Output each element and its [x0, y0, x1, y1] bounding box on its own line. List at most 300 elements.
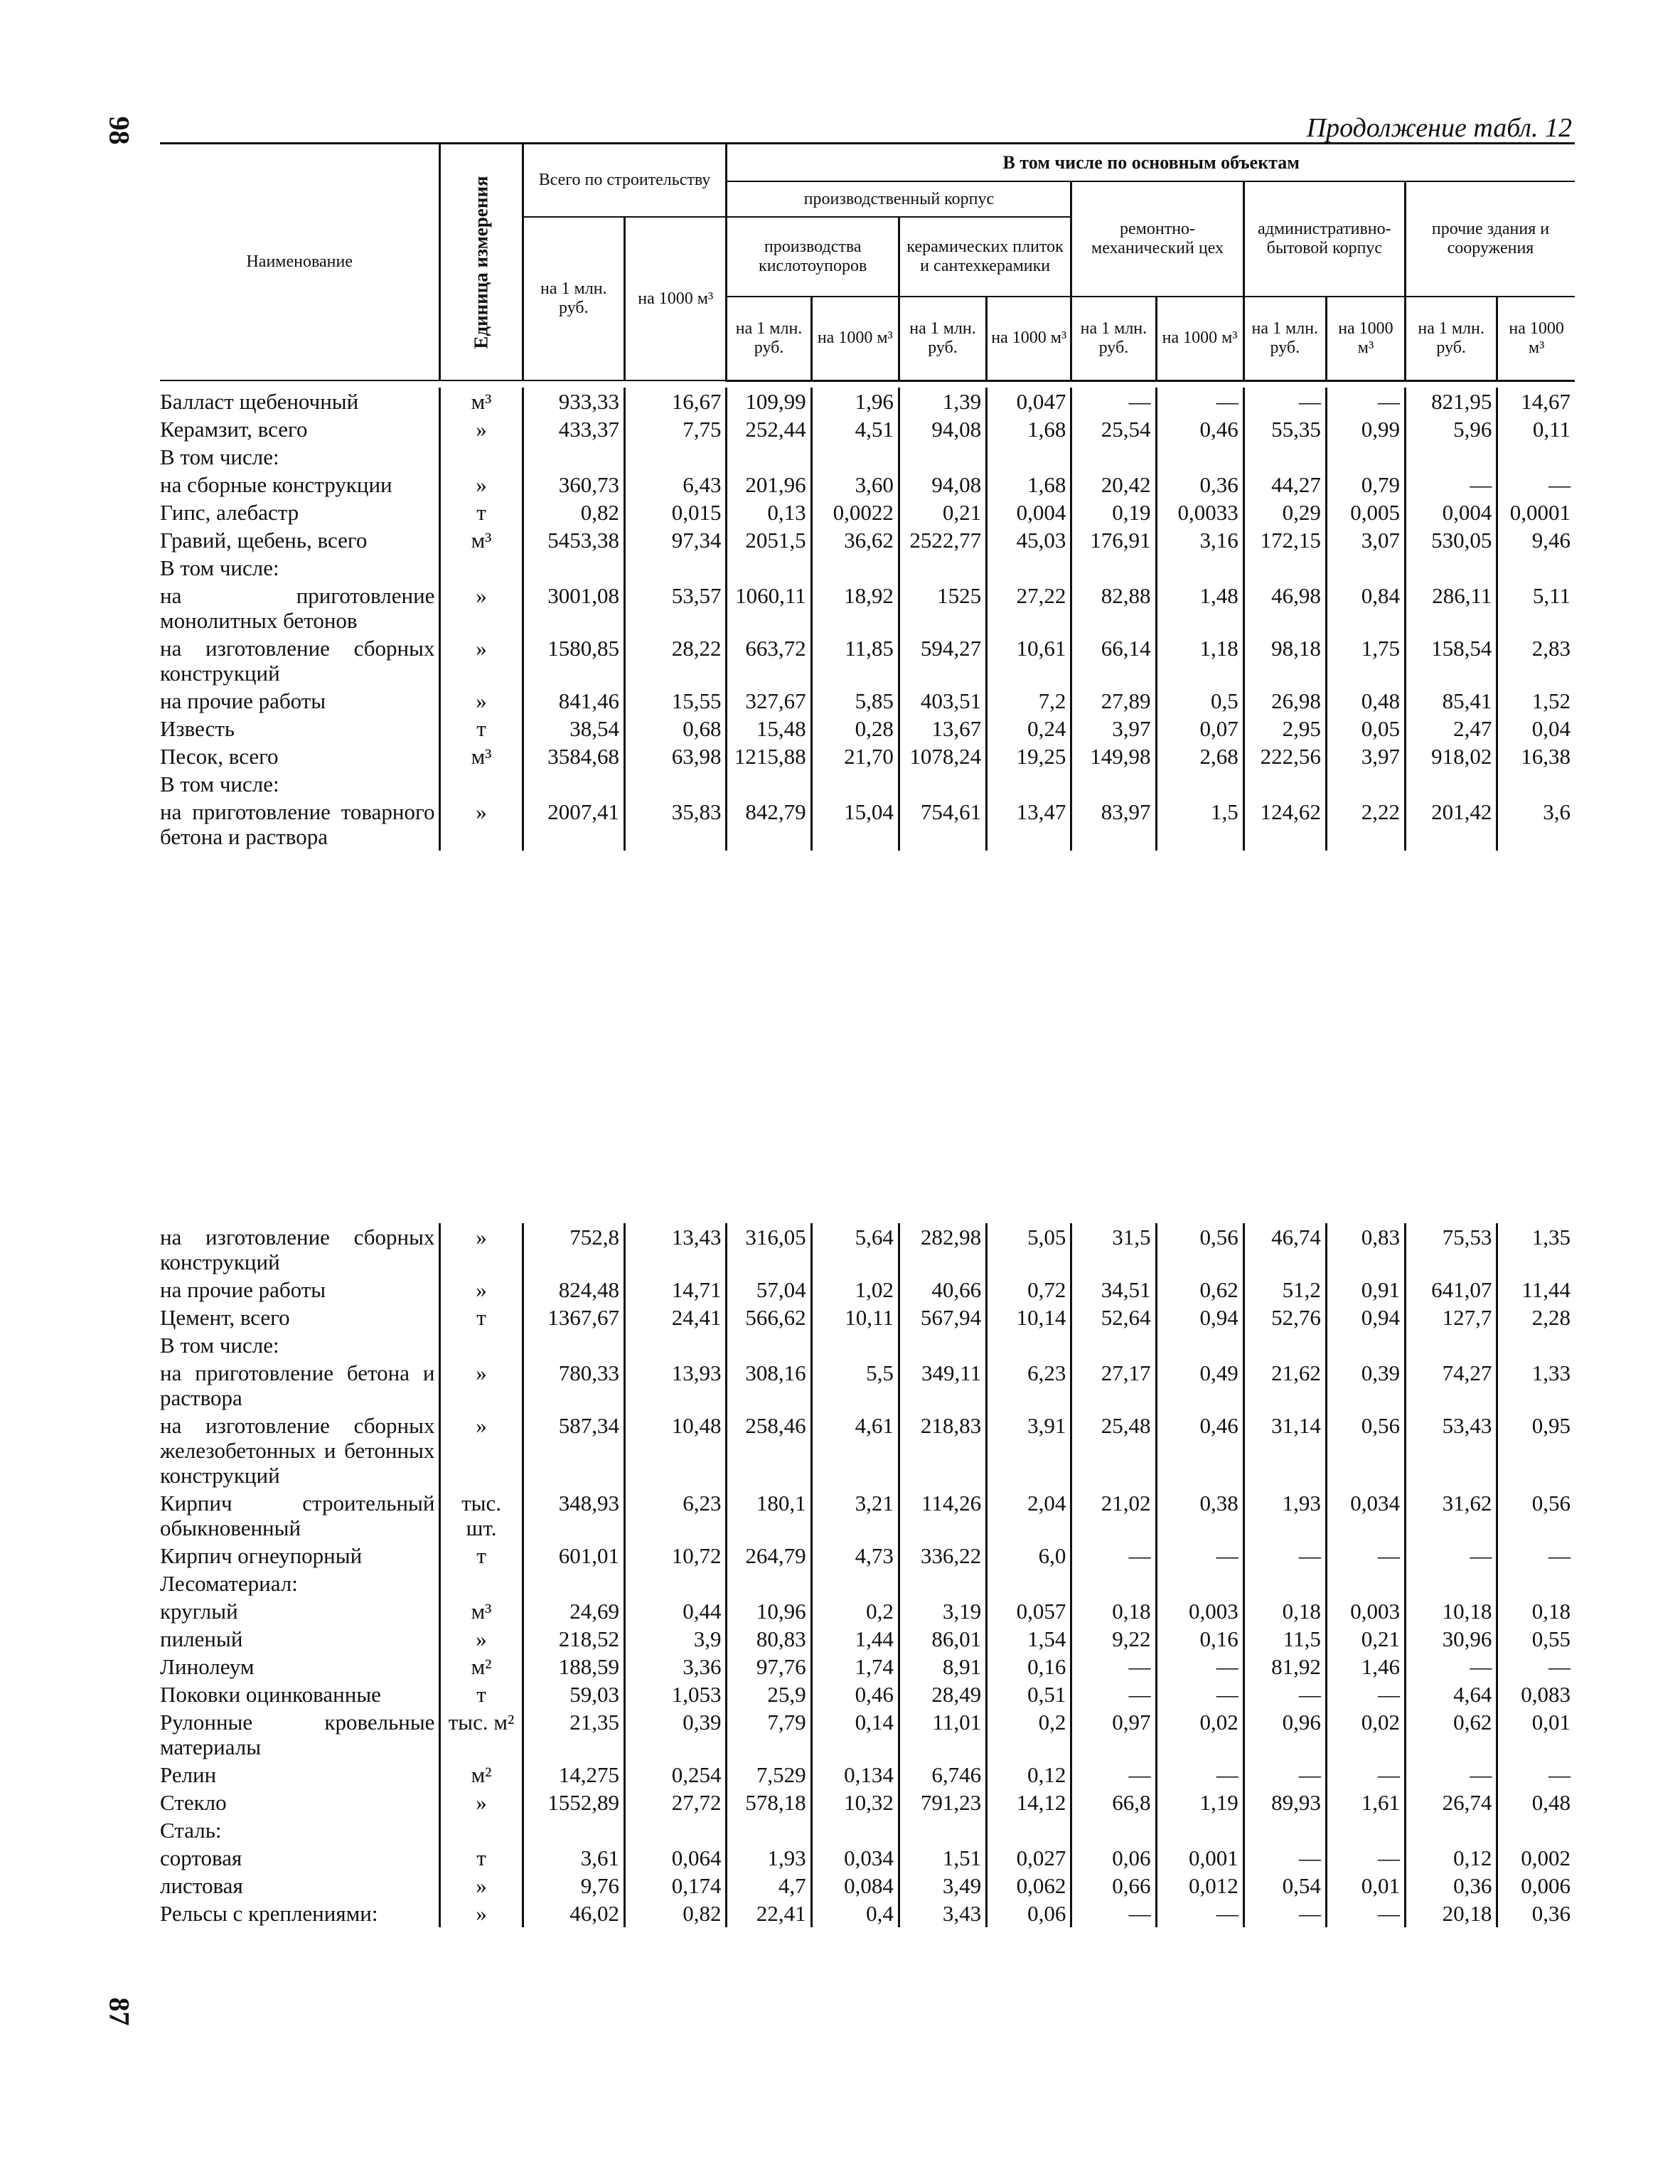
- row-value: 75,53: [1406, 1223, 1497, 1276]
- header-other-per-mln: на 1 млн. руб.: [1406, 297, 1497, 380]
- table-row: [160, 742, 1575, 770]
- row-value: 433,37: [523, 415, 624, 443]
- table-row: [160, 1331, 1575, 1359]
- row-value: 0,04: [1497, 715, 1575, 742]
- row-value: 13,93: [625, 1359, 727, 1412]
- row-value: 19,25: [987, 742, 1071, 770]
- row-value: 0,062: [987, 1872, 1071, 1900]
- row-value: [727, 770, 811, 798]
- row-value: 594,27: [899, 634, 986, 687]
- row-value: 0,012: [1156, 1872, 1243, 1900]
- row-value: [1156, 1816, 1243, 1844]
- row-value: 7,75: [625, 415, 727, 443]
- header-name: Наименование: [160, 144, 440, 380]
- row-value: [1071, 443, 1156, 471]
- table-row: [160, 1412, 1575, 1489]
- row-value: 0,006: [1497, 1872, 1575, 1900]
- row-value: —: [1243, 388, 1326, 415]
- row-name: Песок, всего: [160, 744, 279, 769]
- row-value: 0,005: [1326, 499, 1405, 526]
- table-row: [160, 1789, 1575, 1816]
- row-value: 3,43: [899, 1900, 986, 1927]
- row-value: [727, 443, 811, 471]
- row-unit: т: [440, 1542, 523, 1570]
- row-unit: [440, 770, 523, 798]
- row-value: 5453,38: [523, 526, 624, 554]
- table-row: [160, 415, 1575, 443]
- row-value: 14,275: [523, 1761, 624, 1789]
- row-value: [987, 1331, 1071, 1359]
- table-row: [160, 1223, 1575, 1276]
- row-value: 11,5: [1243, 1625, 1326, 1653]
- row-value: 11,44: [1497, 1276, 1575, 1304]
- row-value: 4,61: [811, 1412, 899, 1489]
- row-value: [727, 1331, 811, 1359]
- row-value: 601,01: [523, 1542, 624, 1570]
- row-value: 0,84: [1326, 582, 1405, 634]
- row-value: [727, 1816, 811, 1844]
- table-row: [160, 1844, 1575, 1872]
- row-value: 0,39: [625, 1708, 727, 1761]
- table-row: [160, 687, 1575, 715]
- table-row: [160, 1625, 1575, 1653]
- row-value: [1156, 770, 1243, 798]
- row-value: 0,21: [899, 499, 986, 526]
- row-name: Кирпич огнеупорный: [160, 1543, 363, 1568]
- row-value: 3,07: [1326, 526, 1405, 554]
- table-row: [160, 770, 1575, 798]
- row-value: [523, 770, 624, 798]
- row-value: [811, 1816, 899, 1844]
- row-value: 0,027: [987, 1844, 1071, 1872]
- row-value: 258,46: [727, 1412, 811, 1489]
- row-value: 4,64: [1406, 1680, 1497, 1708]
- row-value: 1,74: [811, 1653, 899, 1680]
- row-value: 97,34: [625, 526, 727, 554]
- row-name: на изготовление сборных конструкций: [160, 1225, 435, 1274]
- row-value: 336,22: [899, 1542, 986, 1570]
- row-value: [811, 443, 899, 471]
- row-value: 0,06: [1071, 1844, 1156, 1872]
- row-unit: т: [440, 1304, 523, 1331]
- row-value: [1497, 1331, 1575, 1359]
- row-name: сортовая: [160, 1845, 242, 1870]
- row-unit: м³: [440, 1597, 523, 1625]
- row-value: 0,034: [811, 1844, 899, 1872]
- row-value: 10,32: [811, 1789, 899, 1816]
- row-value: 10,14: [987, 1304, 1071, 1331]
- table-row: [160, 1489, 1575, 1542]
- row-value: 26,74: [1406, 1789, 1497, 1816]
- header-total-per-1000: на 1000 м³: [625, 217, 727, 380]
- row-value: —: [1326, 388, 1405, 415]
- header-acid: производства кислотоупоров: [727, 217, 899, 297]
- row-value: 46,98: [1243, 582, 1326, 634]
- row-value: 0,13: [727, 499, 811, 526]
- row-value: 13,47: [987, 798, 1071, 851]
- row-value: 21,35: [523, 1708, 624, 1761]
- row-value: 0,06: [987, 1900, 1071, 1927]
- row-value: 578,18: [727, 1789, 811, 1816]
- row-value: 1,75: [1326, 634, 1405, 687]
- row-value: [727, 1570, 811, 1597]
- row-unit: [440, 554, 523, 582]
- row-value: 222,56: [1243, 742, 1326, 770]
- row-value: 34,51: [1071, 1276, 1156, 1304]
- row-value: 1552,89: [523, 1789, 624, 1816]
- header-unit-text: Единица измерения: [470, 175, 492, 349]
- row-value: [1497, 443, 1575, 471]
- row-value: 66,14: [1071, 634, 1156, 687]
- row-value: 9,46: [1497, 526, 1575, 554]
- row-value: [1406, 770, 1497, 798]
- row-name: на приготовление товарного бетона и раствора: [160, 799, 435, 849]
- row-value: 0,01: [1497, 1708, 1575, 1761]
- header-admin-per-mln: на 1 млн. руб.: [1243, 297, 1326, 380]
- row-unit: [440, 1570, 523, 1597]
- row-value: 0,49: [1156, 1359, 1243, 1412]
- row-value: [1406, 1331, 1497, 1359]
- row-value: 25,9: [727, 1680, 811, 1708]
- header-repair-per-1000: на 1000 м³: [1156, 297, 1243, 380]
- table-row: [160, 1653, 1575, 1680]
- row-value: 933,33: [523, 388, 624, 415]
- header-other: прочие здания и сооружения: [1406, 181, 1575, 297]
- row-value: 201,96: [727, 471, 811, 499]
- row-value: 1060,11: [727, 582, 811, 634]
- row-value: 0,034: [1326, 1489, 1405, 1542]
- header-unit: [440, 144, 523, 380]
- row-name: Релин: [160, 1762, 217, 1787]
- row-value: 59,03: [523, 1680, 624, 1708]
- row-value: 1,46: [1326, 1653, 1405, 1680]
- row-value: 0,002: [1497, 1844, 1575, 1872]
- row-value: 6,43: [625, 471, 727, 499]
- row-value: 10,11: [811, 1304, 899, 1331]
- row-name: Гипс, алебастр: [160, 500, 299, 525]
- header-repair: ремонтно-механический цех: [1071, 181, 1243, 297]
- row-name: Сталь:: [160, 1818, 222, 1843]
- row-value: [1156, 1570, 1243, 1597]
- row-value: [1497, 770, 1575, 798]
- header-main-objects: В том числе по основным объектам: [727, 144, 1575, 181]
- row-value: 0,004: [1406, 499, 1497, 526]
- row-value: —: [1243, 1680, 1326, 1708]
- row-value: [1243, 554, 1326, 582]
- row-value: 21,70: [811, 742, 899, 770]
- row-value: 0,79: [1326, 471, 1405, 499]
- row-value: 308,16: [727, 1359, 811, 1412]
- row-value: 27,17: [1071, 1359, 1156, 1412]
- table-header: [160, 144, 1575, 382]
- row-value: —: [1243, 1761, 1326, 1789]
- row-value: [1071, 1570, 1156, 1597]
- row-value: 3,49: [899, 1872, 986, 1900]
- row-value: 824,48: [523, 1276, 624, 1304]
- row-value: 0,56: [1497, 1489, 1575, 1542]
- row-unit: м²: [440, 1653, 523, 1680]
- row-value: 6,23: [625, 1489, 727, 1542]
- row-value: 1,33: [1497, 1359, 1575, 1412]
- row-value: —: [1156, 1542, 1243, 1570]
- row-value: 44,27: [1243, 471, 1326, 499]
- row-value: 0,56: [1326, 1412, 1405, 1489]
- row-value: —: [1326, 1900, 1405, 1927]
- row-value: 1078,24: [899, 742, 986, 770]
- row-value: [727, 554, 811, 582]
- row-value: 2,83: [1497, 634, 1575, 687]
- row-unit: т: [440, 1844, 523, 1872]
- row-value: [811, 1570, 899, 1597]
- header-admin-per-1000: на 1000 м³: [1326, 297, 1405, 380]
- row-value: 15,04: [811, 798, 899, 851]
- row-value: 663,72: [727, 634, 811, 687]
- row-name: В том числе:: [160, 444, 279, 469]
- row-value: 20,18: [1406, 1900, 1497, 1927]
- row-value: 0,02: [1326, 1708, 1405, 1761]
- row-name: Лесоматериал:: [160, 1571, 298, 1596]
- row-value: 52,76: [1243, 1304, 1326, 1331]
- row-value: 0,18: [1243, 1597, 1326, 1625]
- row-name: на прочие работы: [160, 688, 326, 713]
- row-value: 85,41: [1406, 687, 1497, 715]
- row-value: 0,064: [625, 1844, 727, 1872]
- row-value: 0,02: [1156, 1708, 1243, 1761]
- row-value: —: [1156, 388, 1243, 415]
- row-name: на изготовление сборных железобетонных и бетонных конструкций: [160, 1413, 435, 1488]
- row-value: 14,12: [987, 1789, 1071, 1816]
- header-admin: административно-бытовой корпус: [1243, 181, 1405, 297]
- row-value: —: [1071, 1653, 1156, 1680]
- row-value: 0,0001: [1497, 499, 1575, 526]
- row-value: 0,01: [1326, 1872, 1405, 1900]
- row-value: 5,11: [1497, 582, 1575, 634]
- row-value: 180,1: [727, 1489, 811, 1542]
- row-value: 0,99: [1326, 415, 1405, 443]
- row-value: 0,18: [1071, 1597, 1156, 1625]
- row-value: 0,003: [1326, 1597, 1405, 1625]
- row-value: 10,61: [987, 634, 1071, 687]
- row-value: —: [1406, 1542, 1497, 1570]
- row-value: 201,42: [1406, 798, 1497, 851]
- row-value: 28,49: [899, 1680, 986, 1708]
- row-value: 3584,68: [523, 742, 624, 770]
- row-value: 0,46: [1156, 1412, 1243, 1489]
- row-value: 0,0033: [1156, 499, 1243, 526]
- row-value: 1,19: [1156, 1789, 1243, 1816]
- row-name: Поковки оцинкованные: [160, 1682, 381, 1707]
- row-unit: м²: [440, 1761, 523, 1789]
- row-value: 0,18: [1497, 1597, 1575, 1625]
- table-row: [160, 1900, 1575, 1927]
- row-value: 94,08: [899, 415, 986, 443]
- row-value: 5,64: [811, 1223, 899, 1276]
- row-value: 0,084: [811, 1872, 899, 1900]
- row-value: 2007,41: [523, 798, 624, 851]
- row-value: 10,72: [625, 1542, 727, 1570]
- row-unit: »: [440, 471, 523, 499]
- row-value: 14,67: [1497, 388, 1575, 415]
- table-row: [160, 1304, 1575, 1331]
- row-value: 3,9: [625, 1625, 727, 1653]
- row-name: В том числе:: [160, 1333, 279, 1358]
- row-value: 46,74: [1243, 1223, 1326, 1276]
- row-value: 3,36: [625, 1653, 727, 1680]
- row-value: 6,0: [987, 1542, 1071, 1570]
- row-unit: »: [440, 1359, 523, 1412]
- row-value: 0,36: [1156, 471, 1243, 499]
- row-value: —: [1406, 471, 1497, 499]
- row-value: 0,003: [1156, 1597, 1243, 1625]
- row-value: 0,62: [1406, 1708, 1497, 1761]
- row-value: 218,52: [523, 1625, 624, 1653]
- row-value: 3,91: [987, 1412, 1071, 1489]
- table-body-top: [160, 388, 1575, 851]
- row-value: 1,35: [1497, 1223, 1575, 1276]
- row-value: 158,54: [1406, 634, 1497, 687]
- row-name: Линолеум: [160, 1654, 255, 1679]
- row-value: 0,047: [987, 388, 1071, 415]
- row-value: 0,174: [625, 1872, 727, 1900]
- row-value: 51,2: [1243, 1276, 1326, 1304]
- header-ceramic-per-1000: на 1000 м³: [987, 297, 1071, 380]
- row-unit: »: [440, 798, 523, 851]
- row-unit: »: [440, 1412, 523, 1489]
- row-value: [899, 554, 986, 582]
- header-prod-building: производственный корпус: [727, 181, 1071, 217]
- header-repair-per-mln: на 1 млн. руб.: [1071, 297, 1156, 380]
- row-value: 0,05: [1326, 715, 1405, 742]
- row-value: 5,85: [811, 687, 899, 715]
- row-value: 0,83: [1326, 1223, 1405, 1276]
- table-row: [160, 1816, 1575, 1844]
- row-value: 4,73: [811, 1542, 899, 1570]
- row-value: [1243, 1331, 1326, 1359]
- row-value: 0,72: [987, 1276, 1071, 1304]
- row-value: 2,04: [987, 1489, 1071, 1542]
- row-value: 0,48: [1326, 687, 1405, 715]
- row-unit: »: [440, 415, 523, 443]
- row-value: 0,97: [1071, 1708, 1156, 1761]
- row-unit: »: [440, 1900, 523, 1927]
- row-value: 97,76: [727, 1653, 811, 1680]
- row-value: 25,48: [1071, 1412, 1156, 1489]
- row-value: 780,33: [523, 1359, 624, 1412]
- row-value: 7,2: [987, 687, 1071, 715]
- row-value: 0,62: [1156, 1276, 1243, 1304]
- row-value: [1243, 770, 1326, 798]
- row-value: 0,057: [987, 1597, 1071, 1625]
- row-value: 24,69: [523, 1597, 624, 1625]
- row-value: 4,51: [811, 415, 899, 443]
- row-value: 0,4: [811, 1900, 899, 1927]
- table-row: [160, 443, 1575, 471]
- header-ceramic-per-mln: на 1 млн. руб.: [899, 297, 986, 380]
- row-value: —: [1071, 1761, 1156, 1789]
- row-value: 842,79: [727, 798, 811, 851]
- row-value: [625, 1331, 727, 1359]
- row-value: 81,92: [1243, 1653, 1326, 1680]
- row-name: Балласт щебеночный: [160, 389, 359, 414]
- row-value: —: [1071, 1680, 1156, 1708]
- row-value: 1,51: [899, 1844, 986, 1872]
- row-value: 13,67: [899, 715, 986, 742]
- row-value: 14,71: [625, 1276, 727, 1304]
- row-value: [1156, 443, 1243, 471]
- row-value: 1,44: [811, 1625, 899, 1653]
- row-value: [987, 1816, 1071, 1844]
- row-unit: т: [440, 715, 523, 742]
- row-value: [899, 1570, 986, 1597]
- row-name: В том числе:: [160, 772, 279, 797]
- row-unit: тыс. м²: [440, 1708, 523, 1761]
- row-value: [811, 554, 899, 582]
- page-number-top: 98: [103, 116, 136, 145]
- row-value: 286,11: [1406, 582, 1497, 634]
- row-value: 127,7: [1406, 1304, 1497, 1331]
- page-number-bottom: 87: [103, 1997, 136, 2026]
- row-value: —: [1497, 1542, 1575, 1570]
- header-ceramic: керамических плиток и сантехкерамики: [899, 217, 1071, 297]
- rows-bottom: [160, 1223, 1575, 1927]
- row-value: 0,46: [811, 1680, 899, 1708]
- row-value: 27,89: [1071, 687, 1156, 715]
- row-value: 0,96: [1243, 1708, 1326, 1761]
- row-value: [1406, 443, 1497, 471]
- table-row: [160, 798, 1575, 851]
- row-value: 114,26: [899, 1489, 986, 1542]
- table-row: [160, 1872, 1575, 1900]
- row-value: 21,62: [1243, 1359, 1326, 1412]
- row-value: 587,34: [523, 1412, 624, 1489]
- row-name: на приготовление монолитных бетонов: [160, 583, 435, 633]
- row-value: 18,92: [811, 582, 899, 634]
- row-value: [1326, 1816, 1405, 1844]
- row-value: 31,14: [1243, 1412, 1326, 1489]
- row-value: 0,29: [1243, 499, 1326, 526]
- row-value: 0,36: [1497, 1900, 1575, 1927]
- row-value: 74,27: [1406, 1359, 1497, 1412]
- row-value: 316,05: [727, 1223, 811, 1276]
- table-row: [160, 471, 1575, 499]
- row-value: 0,28: [811, 715, 899, 742]
- row-value: 31,5: [1071, 1223, 1156, 1276]
- row-value: 94,08: [899, 471, 986, 499]
- row-value: 566,62: [727, 1304, 811, 1331]
- row-value: 3,61: [523, 1844, 624, 1872]
- row-value: [987, 554, 1071, 582]
- row-value: 1,61: [1326, 1789, 1405, 1816]
- row-value: [1406, 1816, 1497, 1844]
- row-value: 0,015: [625, 499, 727, 526]
- row-unit: [440, 443, 523, 471]
- row-value: 45,03: [987, 526, 1071, 554]
- row-name: пиленый: [160, 1626, 243, 1651]
- row-value: 21,02: [1071, 1489, 1156, 1542]
- row-value: 5,96: [1406, 415, 1497, 443]
- row-value: —: [1243, 1844, 1326, 1872]
- row-value: 40,66: [899, 1276, 986, 1304]
- table-caption: Продолжение табл. 12: [1306, 113, 1572, 143]
- row-value: 172,15: [1243, 526, 1326, 554]
- row-value: 13,43: [625, 1223, 727, 1276]
- row-value: 0,39: [1326, 1359, 1405, 1412]
- row-value: 0,82: [523, 499, 624, 526]
- row-value: —: [1326, 1680, 1405, 1708]
- row-value: 55,35: [1243, 415, 1326, 443]
- row-value: 327,67: [727, 687, 811, 715]
- row-unit: »: [440, 634, 523, 687]
